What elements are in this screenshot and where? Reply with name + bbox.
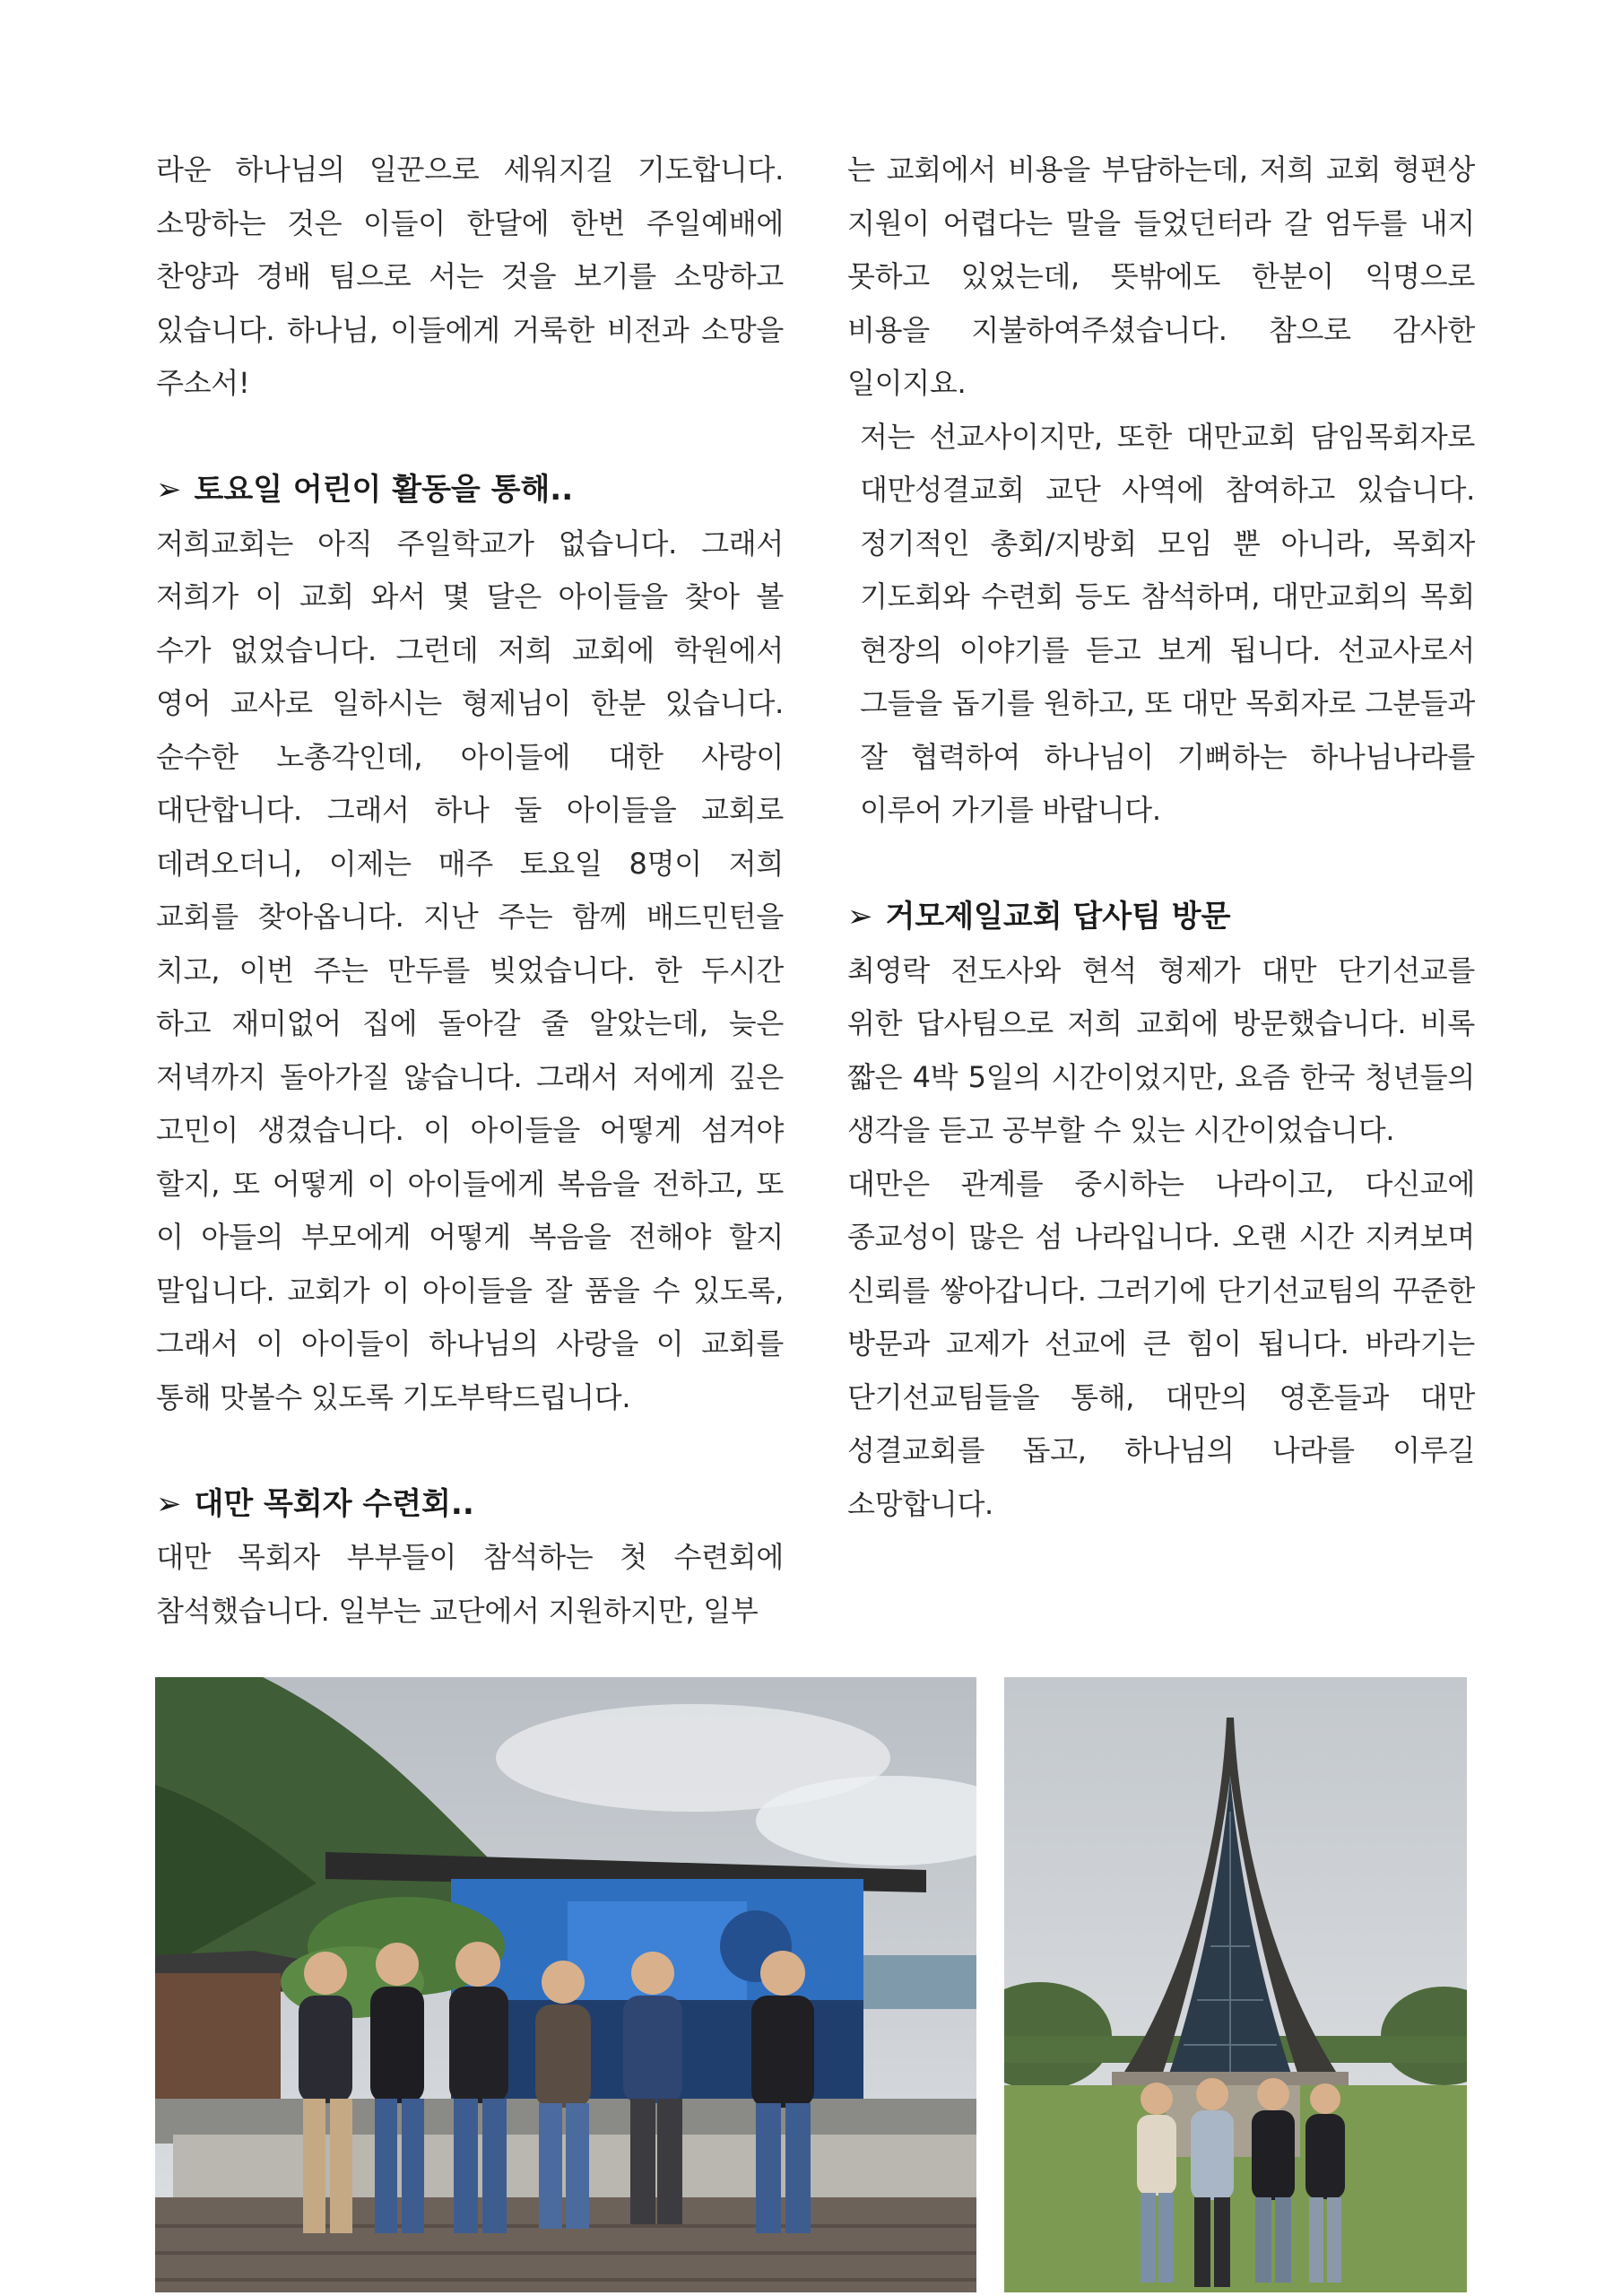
chapel-photo	[1004, 1677, 1467, 2292]
section-body-saturday: 저희교회는 아직 주일학교가 없습니다. 그래서 저희가 이 교회 와서 몇 달은 아이들을 찾아 볼 수가 없었습니다. 그런데 저희 교회에 학원에서 영어 교사로 일하시는 형제님이 한분 있습니다. 순수한 노총각인데, 아이들에 대한 사랑이 대단합니다. 그래서 하나 둘 아이들을 교회로 데려오더니, 이제는 매주 토요일 8명이 저희 교회를 찾아옵니다. 지난 주는 함께 배드민턴을 치고, 이번 주는 만두를 빚었습니다. 한 두시간 하고 재미없어 집에 돌아갈 줄 알았는데, 늦은 저녁까지 돌아가질 않습니다. 그래서 저에게 깊은 고민이 생겼습니다. 이 아이들을 어떻게 섬겨야 할지, 또 어떻게 이 아이들에게 복음을 전하고, 또 이 아들의 부모에게 어떻게 복음을 전해야 할지 말입니다. 교회가 이 아이들을 잘 품을 수 있도록, 그래서 이 아이들이 하나님의 사랑을 이 교회를 통해 맛볼수 있도록 기도부탁드립니다.	[156, 526, 784, 1414]
section-body-retreat: 대만 목회자 부부들이 참석하는 첫 수련회에 참석했습니다. 일부는 교단에서 지원하지만, 일부	[156, 1540, 784, 1628]
section-title: 대만 목회자 수련회..	[194, 1485, 474, 1522]
missionary-paragraph: 저는 선교사이지만, 또한 대만교회 담임목회자로 대만성결교회 교단 사역에 참여하고 있습니다. 정기적인 총회/지방회 모임 뿐 아니라, 목회자 기도회와 수련회 등도 참석하며, 대만교회의 목회 현장의 이야기를 듣고 보게 됩니다. 선교사로서 그들을 돕기를 원하고, 또 대만 목회자로 그분들과 잘 협력하여 하나님이 기뻐하는 하나님나라를 이루어 가기를 바랍니다.	[860, 419, 1475, 827]
section-body-visit-1: 최영락 전도사와 현석 형제가 대만 단기선교를 위한 답사팀으로 저희 교회에 방문했습니다. 비록 짧은 4박 5일의 시간이었지만, 요즘 한국 청년들의 생각을 듣고 공부할 수 있는 시간이었습니다.	[847, 952, 1475, 1147]
continued-paragraph: 는 교회에서 비용을 부담하는데, 저희 교회 형편상 지원이 어렵다는 말을 들었던터라 갈 엄두를 내지 못하고 있었는데, 뜻밖에도 한분이 익명으로 비용을 지불하여주셨습니다. 참으로 감사한 일이지요.	[847, 152, 1475, 400]
section-heading-retreat	[156, 1478, 784, 1532]
chapel-photo-illustration	[1004, 1677, 1467, 2292]
spacer	[847, 838, 1475, 891]
intro-paragraph: 라운 하나님의 일꾼으로 세워지길 기도합니다. 소망하는 것은 이들이 한달에 한번 주일예배에 찬양과 경배 팀으로 서는 것을 보기를 소망하고 있습니다. 하나님, 이들에게 거룩한 비전과 소망을 주소서!	[156, 152, 784, 400]
group-photo	[155, 1677, 976, 2292]
group-photo-illustration	[155, 1677, 976, 2292]
section-heading-saturday	[156, 464, 784, 517]
section-heading-visit	[847, 891, 1475, 944]
arrow-bullet-icon: ➢	[847, 899, 873, 935]
section-title: 토요일 어린이 활동을 통해..	[194, 472, 574, 508]
left-column	[156, 144, 784, 1638]
section-title: 거모제일교회 답사팀 방문	[885, 899, 1231, 935]
section-body-visit-2: 대만은 관계를 중시하는 나라이고, 다신교에 종교성이 많은 섬 나라입니다. 오랜 시간 지켜보며 신뢰를 쌓아갑니다. 그러기에 단기선교팀의 꾸준한 방문과 교제가 선교에 큰 힘이 됩니다. 바라기는 단기선교팀들을 통해, 대만의 영혼들과 대만 성결교회를 돕고, 하나님의 나라를 이루길 소망합니다.	[847, 1166, 1475, 1521]
arrow-bullet-icon: ➢	[156, 472, 182, 508]
arrow-bullet-icon: ➢	[156, 1485, 182, 1522]
right-column	[847, 144, 1475, 1531]
spacer	[156, 411, 784, 465]
spacer	[156, 1424, 784, 1478]
